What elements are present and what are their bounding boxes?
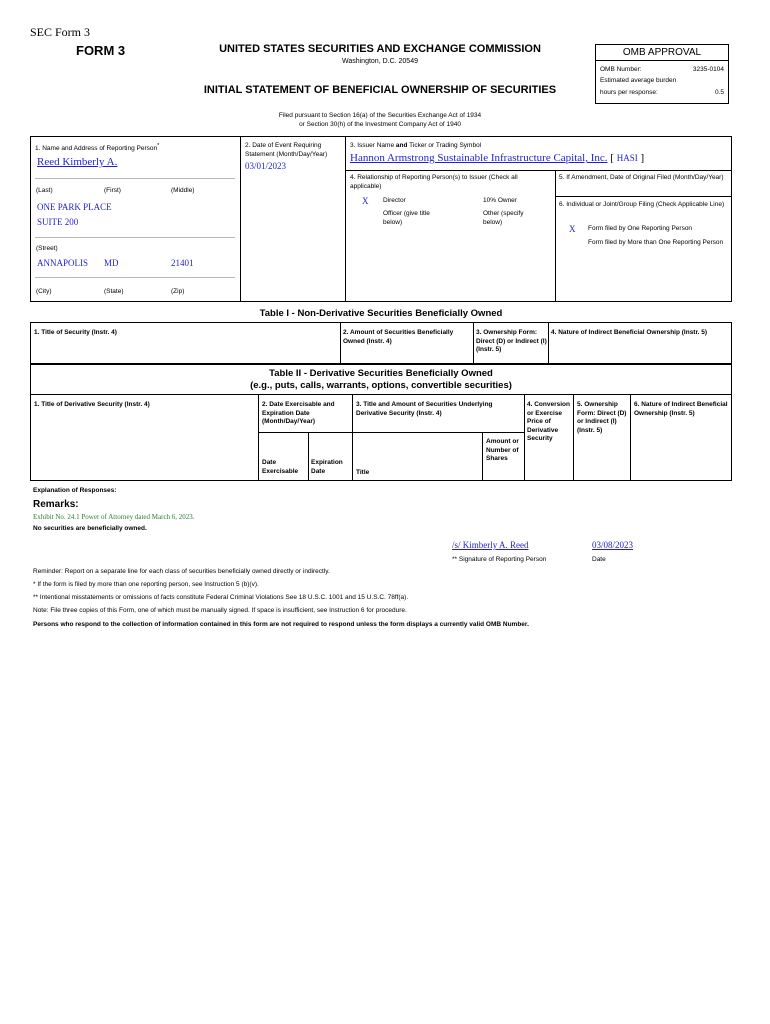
omb-title: OMB APPROVAL: [596, 45, 728, 61]
first-label: (First): [104, 187, 121, 194]
box4-label: 4. Relationship of Reporting Person(s) to Issuer (Check all applicable): [350, 174, 518, 190]
omb-burden-label: Estimated average burden: [600, 77, 677, 84]
ten-percent-owner-label: 10% Owner: [483, 197, 517, 204]
city-label: (City): [36, 288, 52, 295]
table2-sub-title: Title: [356, 469, 370, 476]
omb-number-value: 3235-0104: [692, 66, 724, 73]
middle-label: (Middle): [171, 187, 195, 194]
omb-number-label: OMB Number:: [600, 66, 642, 73]
box3-label: 3. Issuer Name and Ticker or Trading Symbol: [350, 142, 482, 149]
remark-exhibit: Exhibit No. 24.1 Power of Attorney dated March 6, 2023.: [33, 513, 195, 521]
table1-col2-header: 2. Amount of Securities Beneficially Owned (Instr. 4): [343, 329, 454, 345]
street-label: (Street): [36, 245, 58, 252]
box5-label: 5. If Amendment, Date of Original Filed (Month/Day/Year): [559, 174, 724, 181]
table1-col1-header: 1. Title of Security (Instr. 4): [34, 329, 117, 336]
agency-address: Washington, D.C. 20549: [341, 58, 418, 65]
zip-label: (Zip): [171, 288, 185, 295]
omb-hours-label: hours per response:: [600, 89, 658, 96]
box2-label: 2. Date of Event Requiring Statement (Month/Day/Year): [245, 142, 328, 158]
more-than-one-label: Form filed by More than One Reporting Person: [588, 239, 724, 246]
last-label: (Last): [36, 187, 53, 194]
table2-sub-expiration-date: Expiration Date: [311, 459, 343, 475]
officer-label: Officer (give title below): [383, 210, 430, 226]
table2-col1-header: 1. Title of Derivative Security (Instr. 4): [34, 401, 150, 408]
table1-title: Table I - Non-Derivative Securities Beneficially Owned: [259, 308, 503, 319]
one-person-checkmark: X: [569, 224, 576, 234]
table2-sub-date-exercisable: Date Exercisable: [262, 459, 299, 475]
explanation-label: Explanation of Responses:: [33, 487, 117, 494]
director-label: Director: [383, 197, 406, 204]
signature-name: /s/ Kimberly A. Reed: [452, 540, 529, 550]
box6-label: 6. Individual or Joint/Group Filing (Check Applicable Line): [559, 201, 725, 208]
issuer-name-link[interactable]: Hannon Armstrong Sustainable Infrastructure Capital, Inc.: [350, 152, 608, 164]
ticker-symbol: HASI: [616, 153, 638, 163]
state-label: (State): [104, 288, 124, 295]
street-line2: SUITE 200: [37, 217, 79, 227]
remarks-label: Remarks:: [33, 499, 79, 510]
table2-title-line2: (e.g., puts, calls, warrants, options, convertible securities): [250, 380, 512, 391]
director-checkmark: X: [362, 196, 369, 206]
event-date: 03/01/2023: [245, 161, 287, 171]
filed-pursuant-line2: or Section 30(h) of the Investment Company Act of 1940: [299, 121, 461, 128]
table2-col2-header: 2. Date Exercisable and Expiration Date (Month/Day/Year): [262, 401, 335, 425]
date-label: Date: [592, 556, 606, 563]
table2-col4-header: 4. Conversion or Exercise Price of Derivative Security: [527, 401, 570, 442]
state-value: MD: [104, 258, 119, 268]
issuer-line: Hannon Armstrong Sustainable Infrastructure Capital, Inc. [ HASI ]: [350, 152, 645, 164]
note-multiple-persons: * If the form is filed by more than one reporting person, see Instruction 5 (b)(v).: [33, 581, 259, 588]
one-person-label: Form filed by One Reporting Person: [588, 225, 693, 232]
reporting-person-name[interactable]: Reed Kimberly A.: [37, 156, 118, 168]
table2-col5-header: 5. Ownership Form: Direct (D) or Indirect (I) (Instr. 5): [577, 401, 627, 434]
city-value: ANNAPOLIS: [37, 258, 89, 268]
signature-date: 03/08/2023: [592, 540, 634, 550]
table2-title-line1: Table II - Derivative Securities Beneficially Owned: [269, 368, 493, 379]
other-label: Other (specify below): [483, 210, 524, 226]
table1-col3-header: 3. Ownership Form: Direct (D) or Indirect (I) (Instr. 5): [476, 329, 547, 353]
omb-approval-box: [595, 44, 729, 104]
note-misstatements: ** Intentional misstatements or omissions of facts constitute Federal Criminal Violations See 18 U.S.C. 1001 and 15 U.S.C. 78ff(a).: [33, 594, 409, 601]
agency-title: UNITED STATES SECURITIES AND EXCHANGE COMMISSION: [219, 43, 541, 55]
zip-value: 21401: [171, 258, 194, 268]
note-three-copies: Note: File three copies of this Form, one of which must be manually signed. If space is insufficient, see Instruction 6 for procedure.: [33, 607, 407, 614]
table2-col6-header: 6. Nature of Indirect Beneficial Ownership (Instr. 5): [634, 401, 728, 417]
form-title: FORM 3: [76, 43, 126, 58]
remark-no-securities: No securities are beneficially owned.: [33, 525, 147, 532]
street-line1: ONE PARK PLACE: [37, 202, 112, 212]
omb-hours-value: 0.5: [714, 89, 724, 96]
box1-label: 1. Name and Address of Reporting Person*: [35, 143, 160, 153]
statement-title: INITIAL STATEMENT OF BENEFICIAL OWNERSHIP OF SECURITIES: [203, 84, 557, 96]
signature-label: ** Signature of Reporting Person: [452, 556, 547, 563]
table2-sub-amount: Amount or Number of Shares: [486, 438, 519, 462]
note-omb-disclaimer: Persons who respond to the collection of information contained in this form are not required to respond unless the form displays a currently valid OMB Number.: [33, 621, 529, 628]
note-reminder: Reminder: Report on a separate line for each class of securities beneficially owned directly or indirectly.: [33, 568, 330, 575]
sec-form-label: SEC Form 3: [30, 25, 91, 39]
filed-pursuant-line1: Filed pursuant to Section 16(a) of the Securities Exchange Act of 1934: [278, 112, 482, 119]
table1-col4-header: 4. Nature of Indirect Beneficial Ownership (Instr. 5): [551, 329, 708, 336]
table2-col3-header: 3. Title and Amount of Securities Underlying Derivative Security (Instr. 4): [356, 401, 493, 417]
